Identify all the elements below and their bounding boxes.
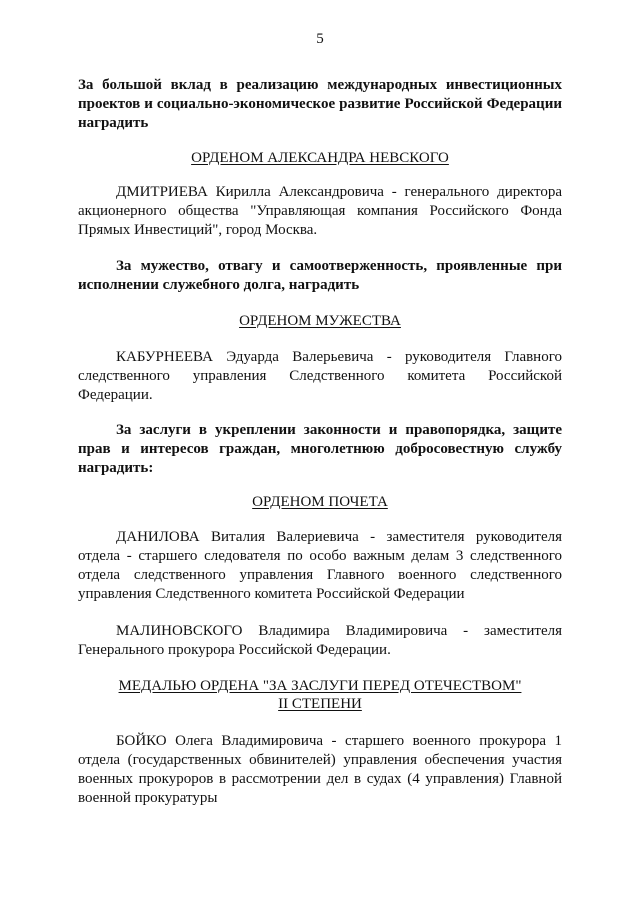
- award-title-courage: ОРДЕНОМ МУЖЕСТВА: [239, 313, 401, 329]
- recipient-boyko: БОЙКО Олега Владимировича - старшего военного прокурора 1 отдела (государственных обвинителей) управления обеспечения участия военных прокуроров в рассмотрении дел в судах (4 управления) Главной военной прокуратуры: [78, 733, 562, 806]
- recipient-dmitriev: ДМИТРИЕВА Кирилла Александровича - генерального директора акционерного общества "Управляющая компания Российского Фонда Прямых Инвестиций", город Москва.: [78, 184, 562, 238]
- award-title-medal-line1: МЕДАЛЬЮ ОРДЕНА "ЗА ЗАСЛУГИ ПЕРЕД ОТЕЧЕСТВОМ": [118, 678, 522, 694]
- award-title-nevsky: ОРДЕНОМ АЛЕКСАНДРА НЕВСКОГО: [191, 150, 449, 166]
- award-title-medal-line2: II СТЕПЕНИ: [278, 696, 362, 712]
- recipient-danilov: ДАНИЛОВА Виталия Валериевича - заместителя руководителя отдела - старшего следователя по особо важным делам 3 следственного отдела следственного управления Главного военного следственного управления Следственного комитета Российской Федерации: [78, 529, 562, 602]
- award-intro-2: За мужество, отвагу и самоотверженность, проявленные при исполнении служебного долга, наградить: [78, 258, 562, 293]
- award-intro-1: За большой вклад в реализацию международных инвестиционных проектов и социально-экономическое развитие Российской Федерации наградить: [78, 77, 562, 131]
- award-title-honor: ОРДЕНОМ ПОЧЕТА: [252, 494, 388, 510]
- recipient-kaburneev: КАБУРНЕЕВА Эдуарда Валерьевича - руководителя Главного следственного управления Следственного комитета Российской Федерации.: [78, 349, 562, 403]
- page-number: 5: [316, 31, 324, 47]
- award-intro-3: За заслуги в укреплении законности и правопорядка, защите прав и интересов граждан, многолетнюю добросовестную службу наградить:: [78, 422, 562, 476]
- recipient-malinovsky: МАЛИНОВСКОГО Владимира Владимировича - заместителя Генерального прокурора Российской Федерации.: [78, 623, 562, 658]
